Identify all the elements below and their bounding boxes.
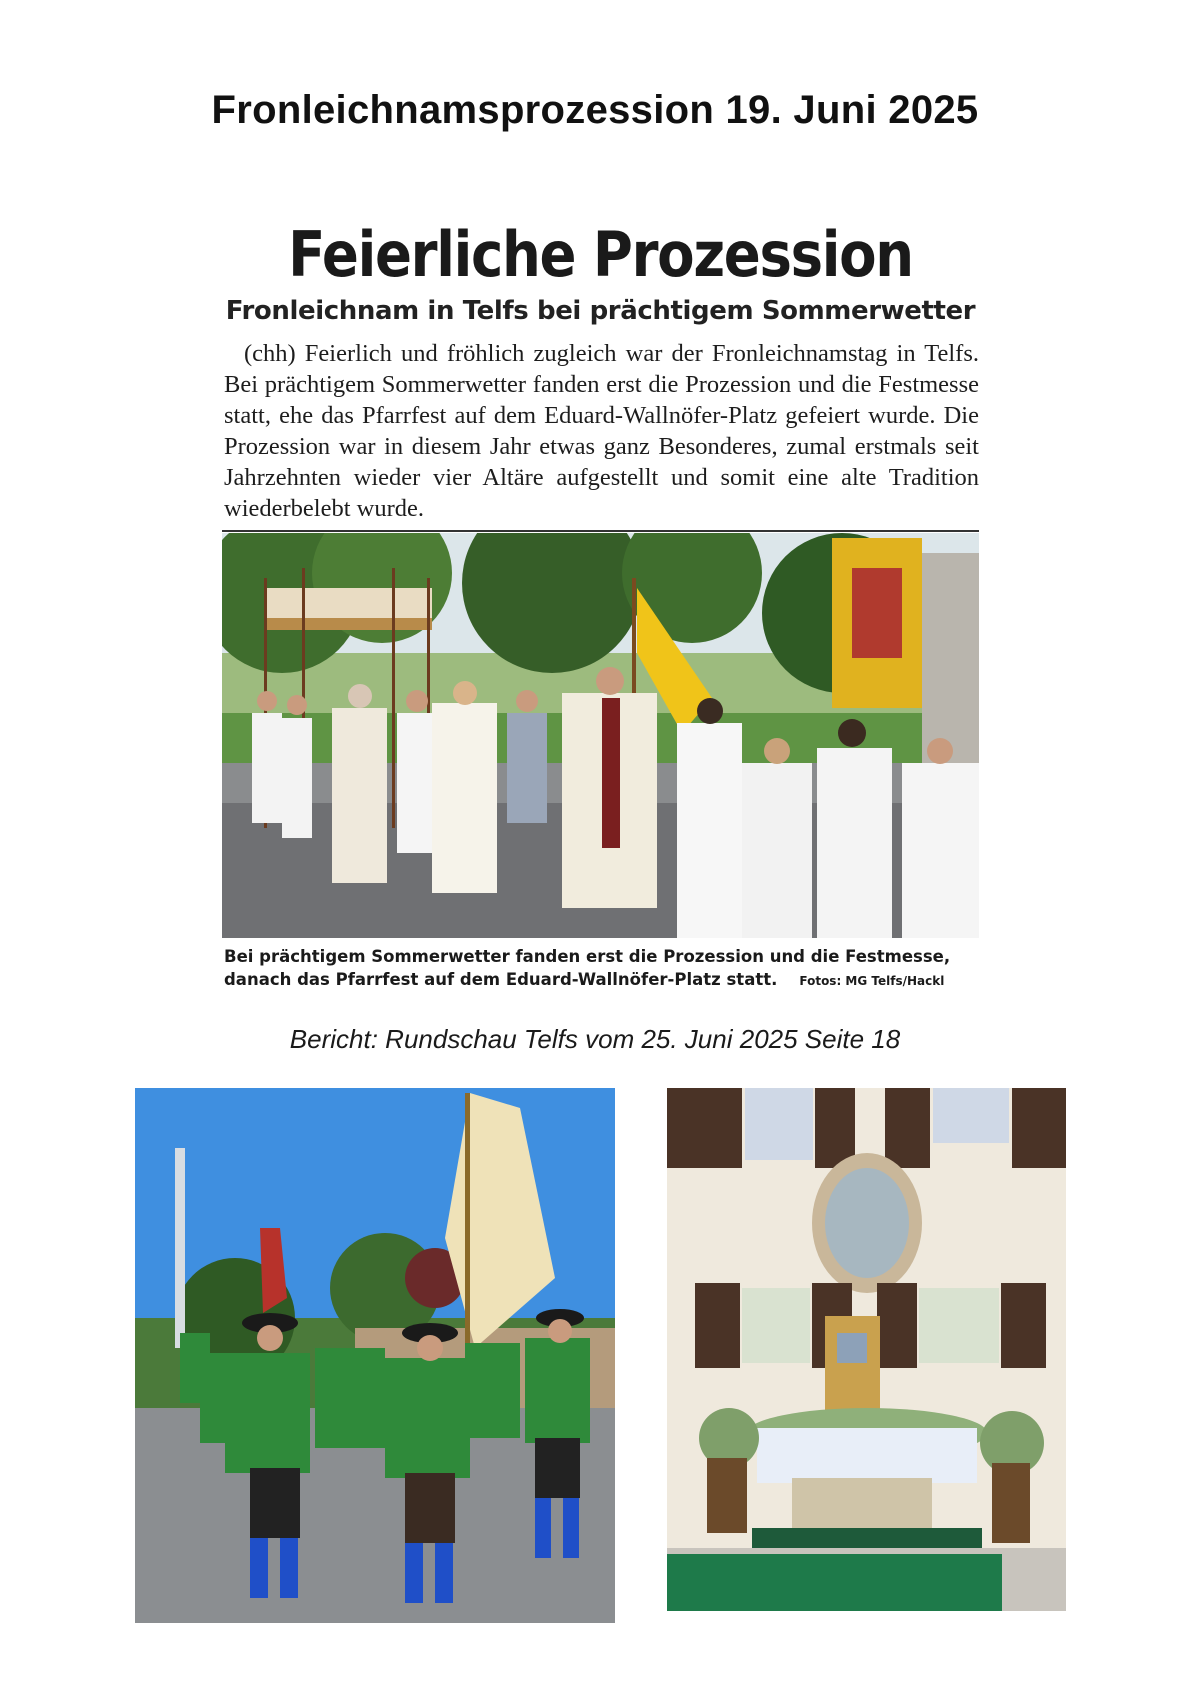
newspaper-clipping <box>222 208 979 998</box>
page-title: Fronleichnamsprozession 19. Juni 2025 <box>211 88 979 132</box>
caption-text: Bei prächtigem Sommerwetter fanden erst die Prozession und die Festmesse, danach das Pfarrfest auf dem Eduard-Wallnöfer-Platz statt. <box>224 947 951 989</box>
procession-photo <box>222 533 979 938</box>
altar-photo <box>667 1088 1066 1611</box>
photo-caption <box>224 945 981 993</box>
article-body: (chh) Feierlich und fröhlich zugleich war der Fronleichnamstag in Telfs. Bei prächtigem Sommerwetter fanden erst die Prozession und die Festmesse statt, ehe das Pfarrfest auf dem Eduard-Wallnöfer-Platz gefeiert wurde. Die Prozession war in diesem Jahr etwas ganz Besonderes, zumal erstmals seit Jahrzehnten wieder vier Altäre aufgestellt und somit eine alte Tradition wiederbelebt wurde. <box>224 340 979 522</box>
source-reference: Bericht: Rundschau Telfs vom 25. Juni 2025 Seite 18 <box>289 1024 901 1054</box>
article-divider <box>222 530 979 532</box>
article-subheadline: Fronleichnam in Telfs bei prächtigem Sommerwetter <box>225 296 976 326</box>
schuetzen-photo <box>135 1088 615 1623</box>
photo-credit: Fotos: MG Telfs/Hackl <box>799 974 945 988</box>
article-headline: Feierliche Prozession <box>288 218 913 291</box>
